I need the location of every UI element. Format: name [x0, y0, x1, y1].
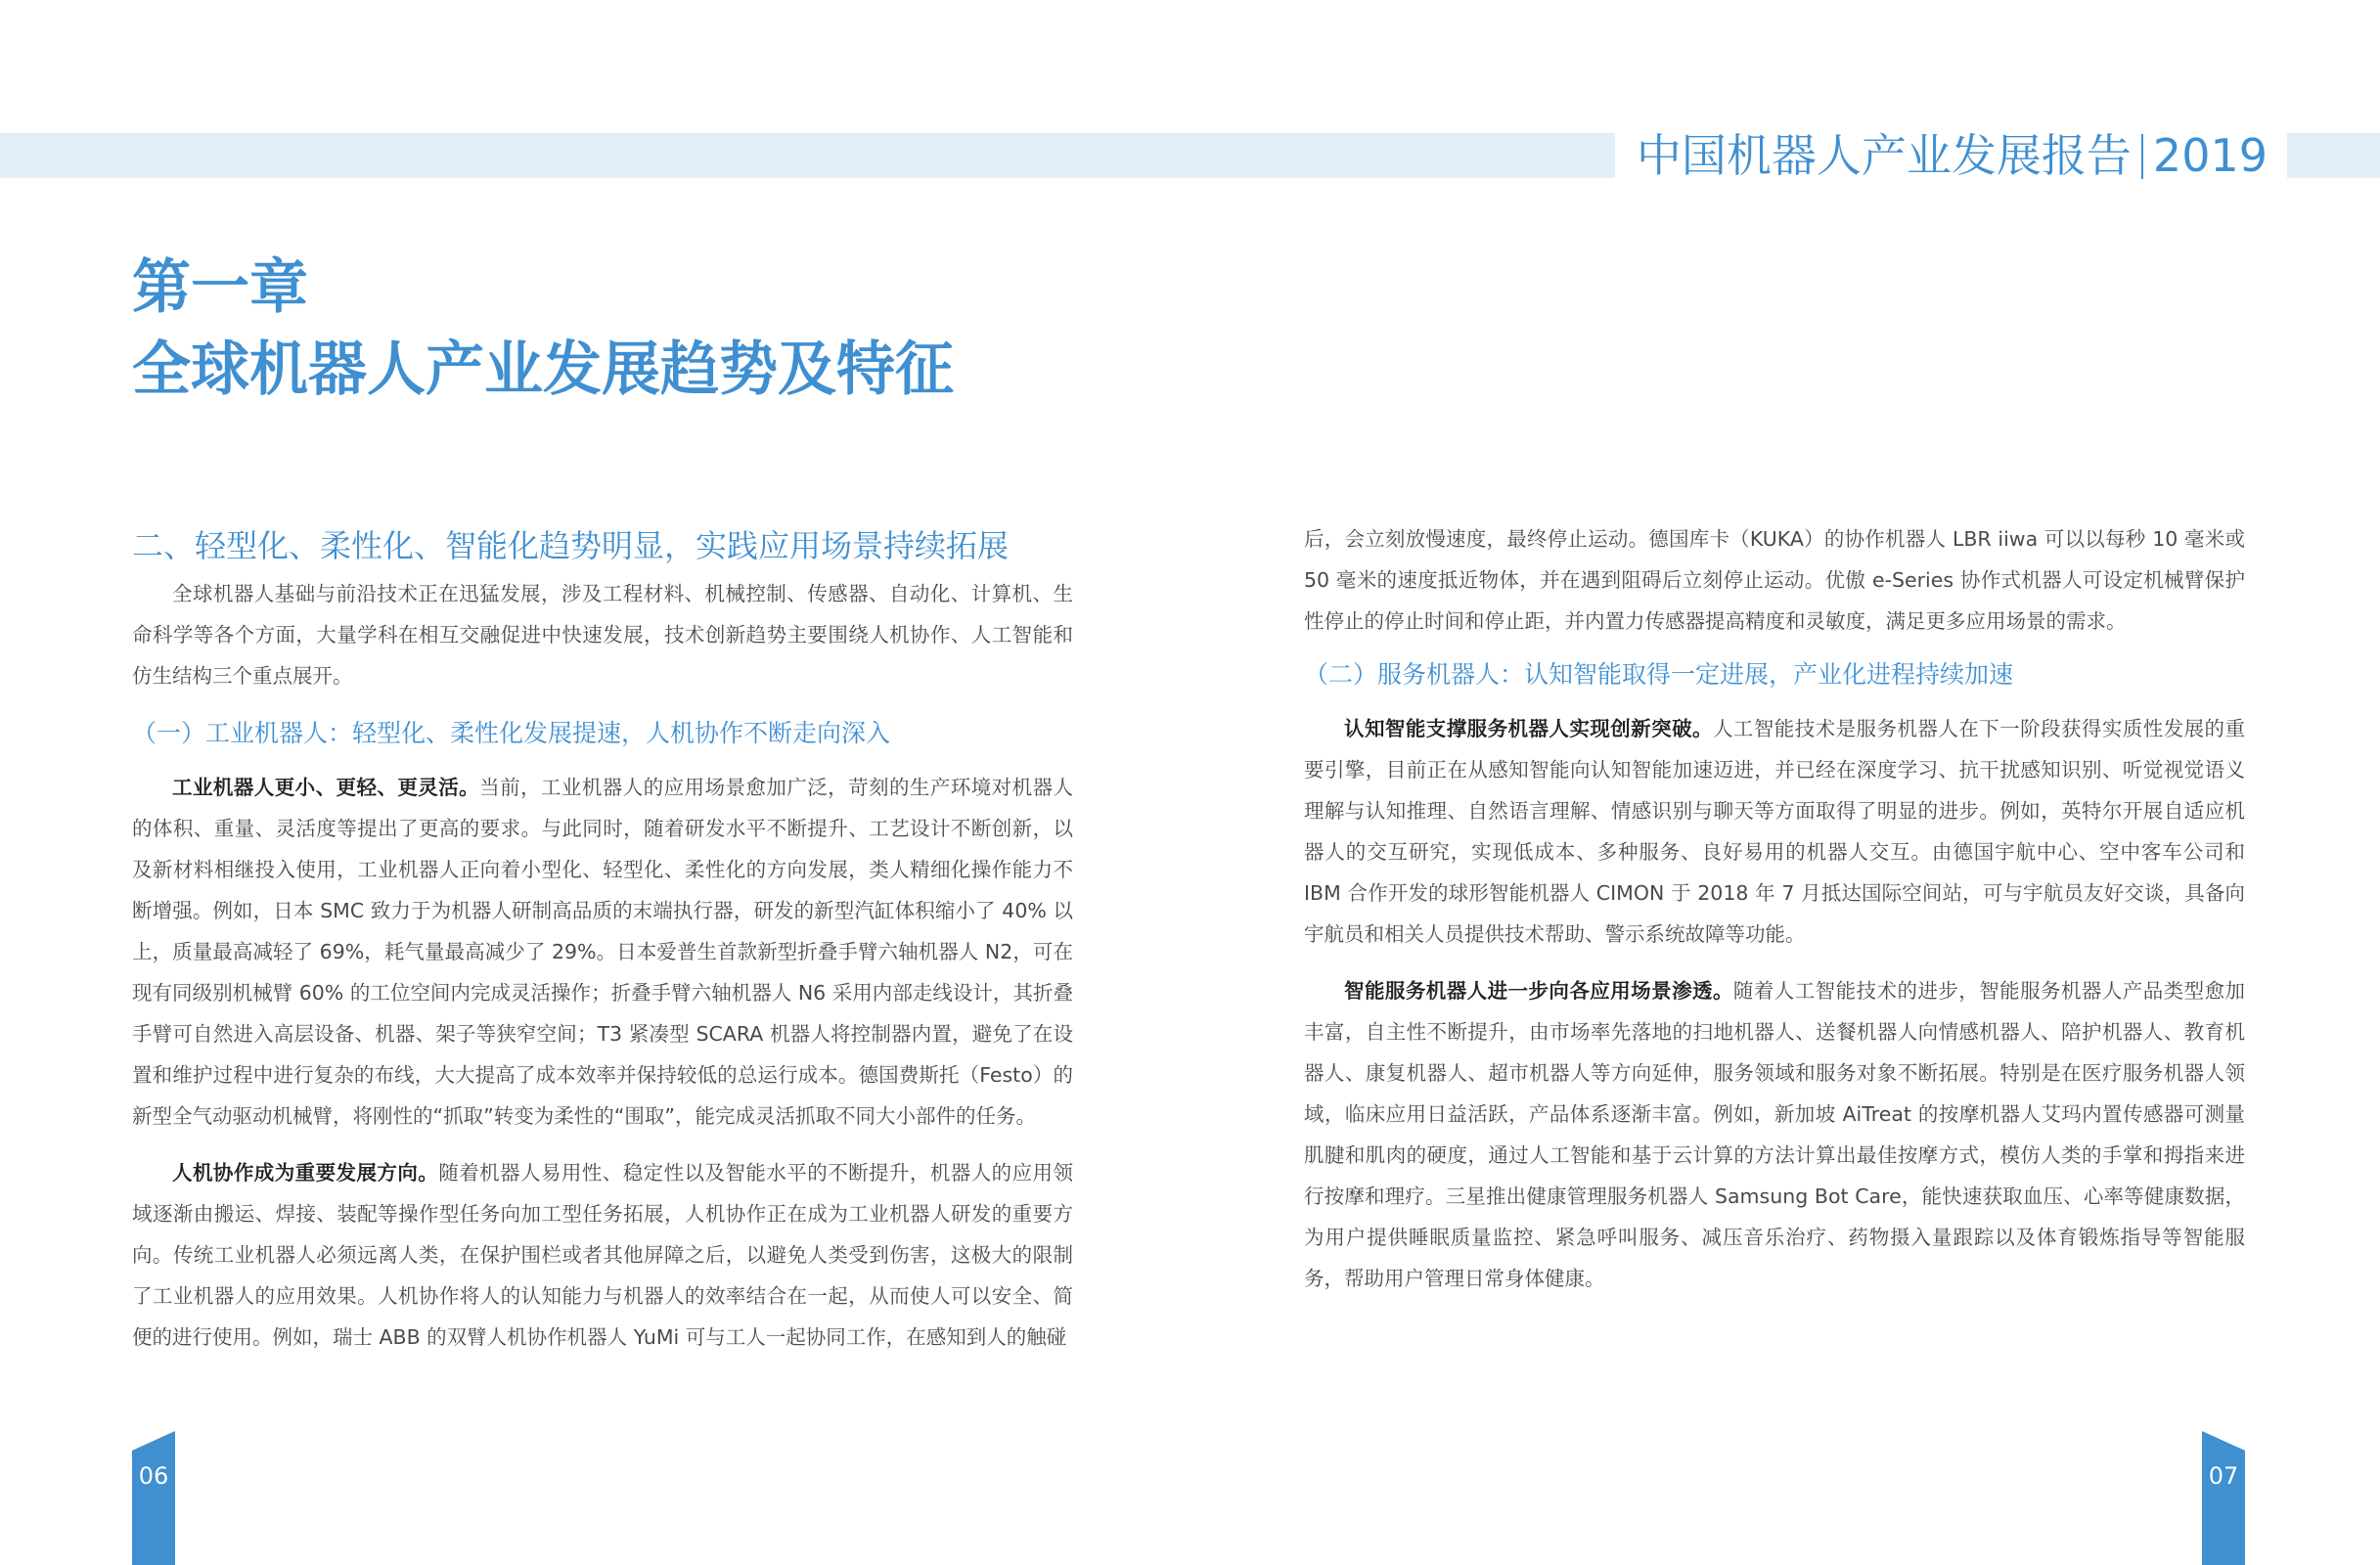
chapter-number: 第一章 [132, 253, 308, 322]
report-title-text: 中国机器人产业发展报告 [1636, 129, 2132, 182]
right-column [1304, 518, 2245, 1299]
paragraph-cognitive-intelligence [1304, 708, 2245, 955]
paragraph-lead: 认知智能支撑服务机器人实现创新突破。 [1344, 717, 1713, 740]
paragraph-body: 随着机器人易用性、稳定性以及智能水平的不断提升，机器人的应用领域逐渐由搬运、焊接、装配等操作型任务向加工型任务拓展，人机协作正在成为工业机器人研发的重要方向。传统工业机器人必须远离人类，在保护围栏或者其他屏障之后，以避免人类受到伤害，这极大的限制了工业机器人的应用效果。人机协作将人的认知能力与机器人的效率结合在一起，从而使人可以安全、简便的进行使用。例如，瑞士 ABB 的双臂人机协作机器人 YuMi 可与工人一起协同工作，在感知到人的触碰 [132, 1161, 1074, 1349]
paragraph-human-robot-collab [132, 1152, 1073, 1358]
paragraph-lead: 人机协作成为重要发展方向。 [172, 1161, 439, 1185]
section-heading: 二、轻型化、柔性化、智能化趋势明显，实践应用场景持续拓展 [132, 527, 1010, 564]
paragraph-lead: 智能服务机器人进一步向各应用场景渗透。 [1344, 979, 1733, 1003]
paragraph-body: 随着人工智能技术的进步，智能服务机器人产品类型愈加丰富，自主性不断提升，由市场率先落地的扫地机器人、送餐机器人向情感机器人、陪护机器人、教育机器人、康复机器人、超市机器人等方向延伸，服务领域和服务对象不断拓展。特别是在医疗服务机器人领域，临床应用日益活跃，产品体系逐渐丰富。例如，新加坡 AiTreat 的按摩机器人艾玛内置传感器可测量肌腱和肌肉的硬度，通过人工智能和基于云计算的方法计算出最佳按摩方式，模仿人类的手掌和拇指来进行按摩和理疗。三星推出健康管理服务机器人 Samsung Bot Care，能快速获取血压、心率等健康数据，为用户提供睡眠质量监控、紧急呼叫服务、减压音乐治疗、药物摄入量跟踪以及体育锻炼指导等智能服务，帮助用户管理日常身体健康。 [1304, 979, 2246, 1290]
spacer [132, 696, 1073, 712]
paragraph-body: 人工智能技术是服务机器人在下一阶段获得实质性发展的重要引擎，目前正在从感知智能向认知智能加速迈进，并已经在深度学习、抗干扰感知识别、听觉视觉语义理解与认知推理、自然语言理解、情感识别与聊天等方面取得了明显的进步。例如，英特尔开展自适应机器人的交互研究，实现低成本、多种服务、良好易用的机器人交互。由德国宇航中心、空中客车公司和 IBM 合作开发的球形智能机器人 CIMON 于 2018 年 7 月抵达国际空间站，可与宇航员友好交谈，具备向宇航员和相关人员提供技术帮助、警示系统故障等功能。 [1304, 717, 2245, 946]
chapter-title: 全球机器人产业发展趋势及特征 [132, 335, 954, 404]
spacer [132, 1137, 1073, 1152]
report-title [1615, 123, 2287, 188]
spacer [1304, 642, 2245, 653]
page-number-right: 07 [2208, 1462, 2239, 1490]
subsection-heading-service: （二）服务机器人：认知智能取得一定进展，产业化进程持续加速 [1304, 660, 2014, 689]
report-year: 2019 [2152, 129, 2268, 182]
page-tab-left [132, 1431, 175, 1565]
intro-paragraph: 全球机器人基础与前沿技术正在迅猛发展，涉及工程材料、机械控制、传感器、自动化、计算机、生命科学等各个方面，大量学科在相互交融促进中快速发展，技术创新趋势主要围绕人机协作、人工智能和仿生结构三个重点展开。 [132, 582, 1073, 688]
chapter-heading [132, 246, 954, 411]
left-column [132, 518, 1073, 1358]
page-number-left: 06 [138, 1462, 169, 1490]
page-tab-right [2202, 1431, 2245, 1565]
spacer [132, 755, 1073, 767]
continuation-paragraph: 后，会立刻放慢速度，最终停止运动。德国库卡（KUKA）的协作机器人 LBR iiwa 可以以每秒 10 毫米或 50 毫米的速度抵近物体，并在遇到阻碍后立刻停止运动。优傲 e-Series 协作式机器人可设定机械臂保护性停止的停止时间和停止距，并内置力传感器提高精度和灵敏度，满足更多应用场景的需求。 [1304, 527, 2245, 633]
subsection-heading-industrial: （一）工业机器人：轻型化、柔性化发展提速，人机协作不断走向深入 [132, 719, 891, 747]
spacer [1304, 696, 2245, 708]
paragraph-service-scenarios [1304, 970, 2245, 1299]
title-divider [2141, 134, 2143, 179]
paragraph-industrial-lighter [132, 767, 1073, 1137]
spacer [1304, 955, 2245, 970]
paragraph-lead: 工业机器人更小、更轻、更灵活。 [172, 776, 480, 799]
paragraph-body: 当前，工业机器人的应用场景愈加广泛，苛刻的生产环境对机器人的体积、重量、灵活度等提出了更高的要求。与此同时，随着研发水平不断提升、工艺设计不断创新，以及新材料相继投入使用，工业机器人正向着小型化、轻型化、柔性化的方向发展，类人精细化操作能力不断增强。例如，日本 SMC 致力于为机器人研制高品质的末端执行器，研发的新型汽缸体积缩小了 40% 以上，质量最高减轻了 69%，耗气量最高减少了 29%。日本爱普生首款新型折叠手臂六轴机器人 N2，可在现有同级别机械臂 60% 的工位空间内完成灵活操作；折叠手臂六轴机器人 N6 采用内部走线设计，其折叠手臂可自然进入高层设备、机器、架子等狭窄空间；T3 紧凑型 SCARA 机器人将控制器内置，避免了在设置和维护过程中进行复杂的布线，大大提高了成本效率并保持较低的总运行成本。德国费斯托（Festo）的新型全气动驱动机械臂，将刚性的“抓取”转变为柔性的“围取”，能完成灵活抓取不同大小部件的任务。 [132, 776, 1074, 1128]
